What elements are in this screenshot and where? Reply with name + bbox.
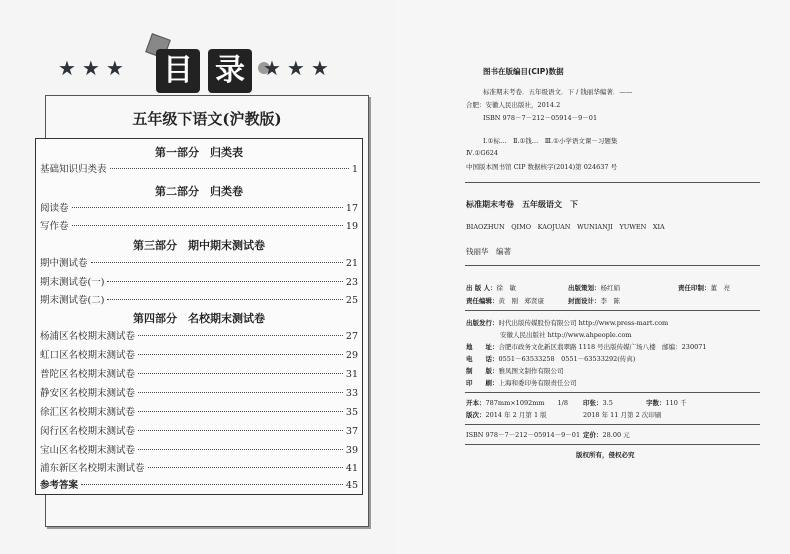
staff-entry (568, 283, 620, 292)
entry-title: 参考答案 (40, 480, 79, 491)
entry-page: 27 (345, 331, 358, 342)
entry-title: 杨浦区名校期末测试卷 (40, 331, 136, 342)
divider (465, 444, 760, 445)
leader-dots (91, 262, 343, 263)
star-icons-right: ★★★ (263, 56, 335, 80)
section-heading: 第一部分 归类表 (155, 146, 243, 159)
toc-entry-answers[interactable] (40, 477, 358, 491)
staff-key: 出 版 人： (466, 284, 497, 292)
staff-value: 徐 敏 (496, 284, 517, 292)
publisher-key: 制 版： (466, 367, 499, 375)
publisher-key: 印 刷： (466, 379, 499, 387)
spec-value: 3.5 (602, 399, 613, 407)
entry-page: 41 (345, 463, 358, 474)
book-title: 标准期末考卷 五年级语文 下 (466, 200, 578, 209)
section-heading: 第三部分 期中期末测试卷 (133, 239, 265, 252)
spec-key: 版次： (466, 411, 486, 419)
divider (465, 265, 760, 266)
entry-title: 期末测试卷(二) (40, 295, 105, 306)
leader-dots (138, 449, 343, 450)
staff-entry (678, 283, 730, 292)
spec-value: 2014 年 2 月第 1 版 (485, 411, 547, 419)
leader-dots (107, 299, 342, 300)
publisher-value: 合肥市政务文化新区翡翠路 1118 号出版传媒广场八楼 邮编：230071 (498, 343, 707, 351)
entry-title: 期末测试卷(一) (40, 277, 105, 288)
leader-dots (110, 168, 349, 169)
spec-entry (466, 410, 547, 419)
cip-line: 标准期末考卷．五年级语文．下 / 钱丽华编著．—— (483, 88, 633, 96)
toc-entry[interactable] (40, 460, 358, 474)
staff-value: 黄 刚 郑贤康 (498, 297, 544, 305)
leader-dots (138, 373, 343, 374)
entry-title: 写作卷 (40, 221, 69, 232)
toc-entry[interactable] (40, 347, 358, 361)
spec-entry (646, 398, 686, 407)
book-pinyin: BIAOZHUN QIMO KAOJUAN WUNIANJI YUWEN XIA (466, 223, 665, 231)
book-author: 钱丽华 编著 (466, 247, 511, 256)
entry-title: 静安区名校期末测试卷 (40, 388, 136, 399)
staff-key: 封面设计： (568, 297, 601, 305)
spec-key: 字数： (646, 399, 666, 407)
toc-entry[interactable] (40, 385, 358, 399)
publisher-value: 0551－63533258 0551－63533292(传真) (498, 355, 636, 363)
spec-entry (466, 398, 568, 407)
leader-dots (72, 207, 343, 208)
divider (465, 424, 760, 425)
spec-entry (583, 410, 661, 419)
publisher-entry (466, 354, 635, 363)
title-char-2: 录 (208, 49, 252, 93)
publisher-value: 安徽人民出版社 http://www.ahpeople.com (500, 331, 632, 339)
entry-page: 39 (345, 445, 358, 456)
entry-title: 浦东新区名校期末测试卷 (40, 463, 145, 474)
staff-entry (568, 296, 620, 305)
entry-title: 虹口区名校期末测试卷 (40, 350, 136, 361)
price-label: 定价： (583, 431, 603, 439)
entry-page: 23 (345, 277, 358, 288)
toc-list (35, 138, 363, 495)
toc-header (58, 40, 338, 100)
entry-page: 33 (345, 388, 358, 399)
spec-value: 110 千 (665, 399, 687, 407)
toc-entry[interactable] (40, 366, 358, 380)
spec-key: 开本： (466, 399, 486, 407)
toc-entry[interactable] (40, 442, 358, 456)
section-heading: 第四部分 名校期末测试卷 (133, 312, 265, 325)
price (583, 430, 630, 439)
toc-entry[interactable] (40, 255, 358, 269)
entry-title: 闵行区名校期末测试卷 (40, 426, 136, 437)
entry-title: 基础知识归类表 (40, 164, 107, 175)
entry-page: 35 (345, 407, 358, 418)
publisher-entry (466, 378, 577, 387)
entry-page: 45 (345, 480, 358, 491)
spec-key: 印张： (583, 399, 603, 407)
staff-entry (466, 296, 544, 305)
cip-line: ISBN 978－7－212－05914－9－01 (483, 114, 598, 122)
toc-entry[interactable] (40, 218, 358, 232)
entry-page: 37 (345, 426, 358, 437)
publisher-entry (466, 318, 668, 327)
divider (465, 310, 760, 311)
publisher-entry (500, 330, 632, 339)
entry-title: 宝山区名校期末测试卷 (40, 445, 136, 456)
toc-entry[interactable] (40, 404, 358, 418)
entry-page: 31 (345, 369, 358, 380)
toc-entry[interactable] (40, 328, 358, 342)
toc-subtitle: 五年级下语文(沪教版) (132, 110, 282, 128)
entry-title: 徐汇区名校期末测试卷 (40, 407, 136, 418)
publisher-value: 雅凤图文制作有限公司 (498, 367, 564, 375)
leader-dots (138, 430, 343, 431)
star-icons-left: ★★★ (58, 56, 130, 80)
entry-title: 期中测试卷 (40, 258, 88, 269)
leader-dots (138, 411, 343, 412)
leader-dots (138, 335, 343, 336)
toc-entry[interactable] (40, 292, 358, 306)
leader-dots (148, 467, 343, 468)
leader-dots (107, 281, 342, 282)
entry-page: 29 (345, 350, 358, 361)
publisher-entry (466, 342, 707, 351)
publisher-key: 出版发行： (466, 319, 499, 327)
toc-entry[interactable] (40, 423, 358, 437)
cip-line: 中国版本图书馆 CIP 数据核字(2014)第 024637 号 (466, 163, 618, 171)
entry-page: 25 (345, 295, 358, 306)
toc-entry[interactable] (40, 274, 358, 288)
publisher-value: 时代出版传媒股份有限公司 http://www.press-mart.com (498, 319, 669, 327)
rights-notice: 版权所有，侵权必究 (576, 451, 635, 459)
divider (465, 182, 760, 183)
entry-page: 1 (351, 164, 358, 175)
staff-entry (466, 283, 516, 292)
right-page (395, 0, 790, 554)
leader-dots (72, 225, 343, 226)
entry-page: 19 (345, 221, 358, 232)
toc-entry[interactable] (40, 200, 358, 214)
cip-line: Ⅰ.①标… Ⅱ.①钱… Ⅲ.①小学语文课－习题集 (483, 137, 618, 145)
staff-key: 责任编辑： (466, 297, 499, 305)
publisher-value: 上海和委印务有限责任公司 (498, 379, 577, 387)
leader-dots (81, 484, 343, 485)
cip-line: Ⅳ.①G624 (466, 149, 498, 157)
publisher-entry (466, 366, 564, 375)
cip-title: 图书在版编目(CIP)数据 (483, 67, 564, 76)
leader-dots (138, 354, 343, 355)
staff-value: 杨红娟 (600, 284, 620, 292)
entry-title: 普陀区名校期末测试卷 (40, 369, 136, 380)
entry-title: 阅读卷 (40, 203, 69, 214)
spec-entry (583, 398, 613, 407)
entry-page: 21 (345, 258, 358, 269)
section-heading: 第二部分 归类卷 (155, 185, 243, 198)
cip-line: 合肥：安徽人民出版社，2014.2 (466, 101, 561, 109)
staff-value: 李 陈 (600, 297, 620, 305)
divider (465, 392, 760, 393)
staff-key: 责任印制： (678, 284, 711, 292)
price-value: 28.00 元 (602, 431, 630, 439)
publisher-key: 电 话： (466, 355, 499, 363)
staff-value: 董 亮 (710, 284, 730, 292)
leader-dots (138, 392, 343, 393)
spec-value: 2018 年 11 月第 2 次印刷 (583, 411, 662, 419)
entry-page: 17 (345, 203, 358, 214)
isbn: ISBN 978－7－212－05914－9－01 (466, 431, 581, 439)
toc-entry[interactable] (40, 161, 358, 175)
title-char-1: 目 (156, 49, 200, 93)
staff-key: 出版策划： (568, 284, 601, 292)
spec-value: 787mm×1092mm 1/8 (485, 399, 569, 407)
toc-title-badge (156, 40, 266, 95)
publisher-key: 地 址： (466, 343, 499, 351)
